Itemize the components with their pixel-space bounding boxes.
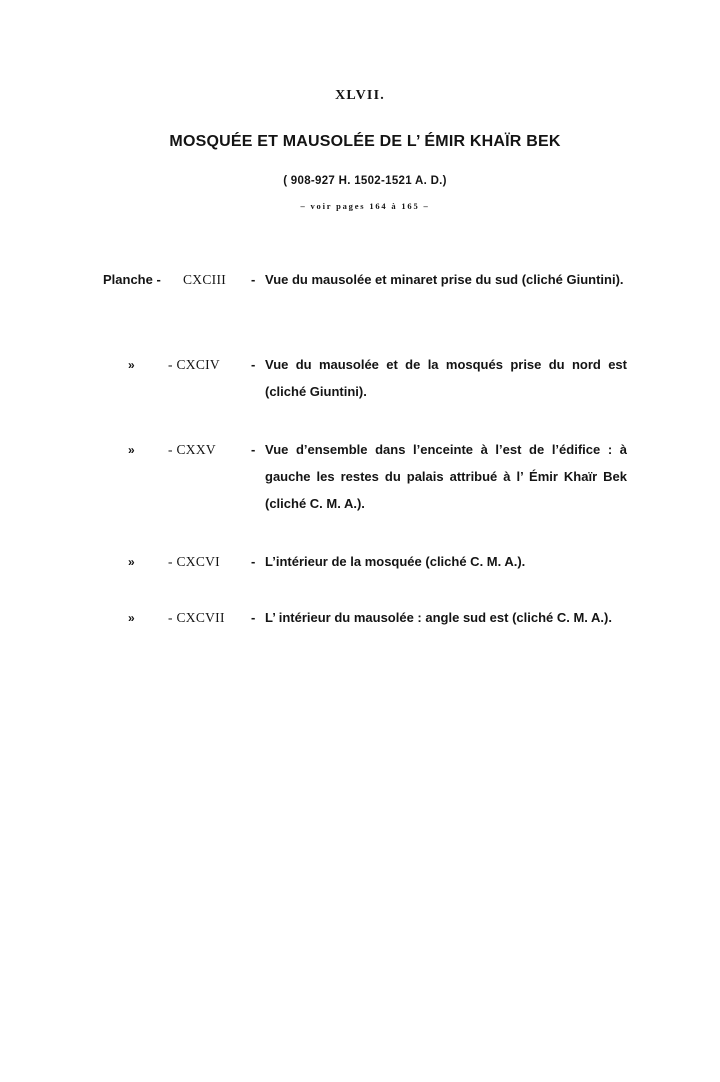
plate-description: Vue du mausolée et de la mosqués prise du nord est (cliché Giuntini). bbox=[265, 357, 627, 399]
plate-numeral: - CXXV bbox=[168, 442, 216, 457]
ditto-mark: » bbox=[128, 555, 135, 569]
plate-prefix: Planche - bbox=[103, 272, 161, 287]
plate-separator: - bbox=[251, 272, 256, 287]
section-numeral: XLVII. bbox=[335, 88, 385, 103]
plate-separator: - bbox=[251, 442, 256, 457]
ditto-mark: » bbox=[128, 443, 135, 457]
plate-separator: - bbox=[251, 554, 256, 569]
page-reference: – voir pages 164 à 165 – bbox=[300, 201, 430, 211]
ditto-mark: » bbox=[128, 611, 135, 625]
ditto-mark: » bbox=[128, 358, 135, 372]
plate-description: Vue du mausolée et minaret prise du sud (cliché Giuntini). bbox=[265, 272, 624, 287]
page-title: MOSQUÉE ET MAUSOLÉE DE L’ ÉMIR KHAÏR BEK bbox=[169, 133, 561, 150]
plate-description: Vue d’ensemble dans l’enceinte à l’est de l’édifice : à gauche les restes du palais attribué à l’ Émir Khaïr Bek (cliché C. M. A.). bbox=[265, 442, 627, 511]
plate-description: L’ intérieur du mausolée : angle sud est (cliché C. M. A.). bbox=[265, 610, 612, 625]
plate-numeral: - CXCIV bbox=[168, 357, 220, 372]
plate-separator: - bbox=[251, 357, 256, 372]
plate-numeral: CXCIII bbox=[183, 272, 227, 287]
date-range: ( 908-927 H. 1502-1521 A. D.) bbox=[283, 175, 447, 187]
plate-numeral: - CXCVI bbox=[168, 554, 220, 569]
plate-separator: - bbox=[251, 610, 256, 625]
plate-description: L’intérieur de la mosquée (cliché C. M. A.). bbox=[265, 554, 526, 569]
plate-numeral: - CXCVII bbox=[168, 610, 225, 625]
